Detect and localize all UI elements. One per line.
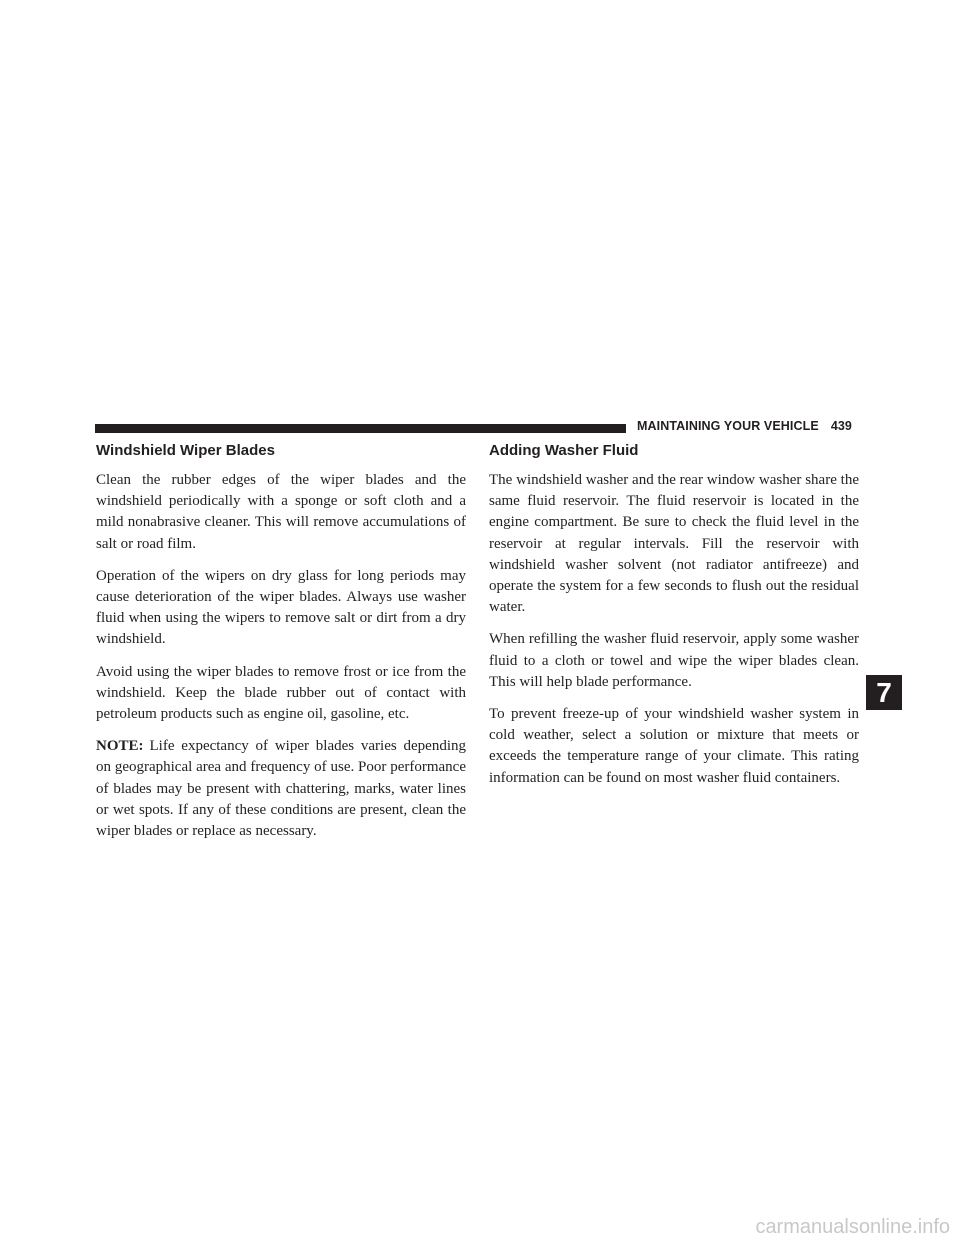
watermark: carmanualsonline.info [755, 1216, 950, 1238]
page-number: 439 [830, 419, 852, 433]
wiper-note [96, 736, 466, 842]
header-rule [95, 424, 626, 433]
wiper-blades-heading: Windshield Wiper Blades [96, 442, 275, 459]
chapter-tab: 7 [866, 675, 902, 710]
washer-fluid-heading: Adding Washer Fluid [489, 442, 639, 459]
washer-paragraph-3: To prevent freeze-up of your windshield washer system in cold weather, select a solution or mixture that meets or exceeds the temperature range of your climate. This rating information can be found on most washer fluid containers. [489, 706, 859, 786]
wiper-paragraph-2: Operation of the wipers on dry glass for long periods may cause deterioration of the wiper blades. Always use washer fluid when using the wipers to remove salt or dirt from a dry windshield. [96, 567, 466, 648]
washer-paragraph-1: The windshield washer and the rear window washer share the same fluid reservoir. The fluid reservoir is located in the engine compartment. Be sure to check the fluid level in the reservoir at regular intervals. Fill the reservoir with windshield washer solvent (not radiator antifreeze) and operate the system for a few seconds to flush out the residual water. [489, 472, 859, 616]
left-column [96, 441, 466, 853]
section-title: MAINTAINING YOUR VEHICLE [637, 419, 819, 433]
wiper-paragraph-3: Avoid using the wiper blades to remove frost or ice from the windshield. Keep the blade rubber out of contact with petroleum products such as engine oil, gasoline, etc. [96, 663, 466, 723]
note-label: NOTE: [96, 738, 144, 755]
running-header [637, 419, 852, 433]
note-text: Life expectancy of wiper blades varies depending on geographical area and frequency of use. Poor performance of blades may be present with chattering, marks, water lines or wet spots. If any of these conditions are present, clean the wiper blades or replace as necessary. [96, 738, 466, 840]
wiper-paragraph-1: Clean the rubber edges of the wiper blades and the windshield periodically with a sponge or soft cloth and a mild nonabrasive cleaner. This will remove accumulations of salt or road film. [96, 472, 466, 552]
right-column [489, 441, 859, 800]
washer-paragraph-2: When refilling the washer fluid reservoir, apply some washer fluid to a cloth or towel and wipe the wiper blades clean. This will help blade performance. [489, 631, 859, 690]
